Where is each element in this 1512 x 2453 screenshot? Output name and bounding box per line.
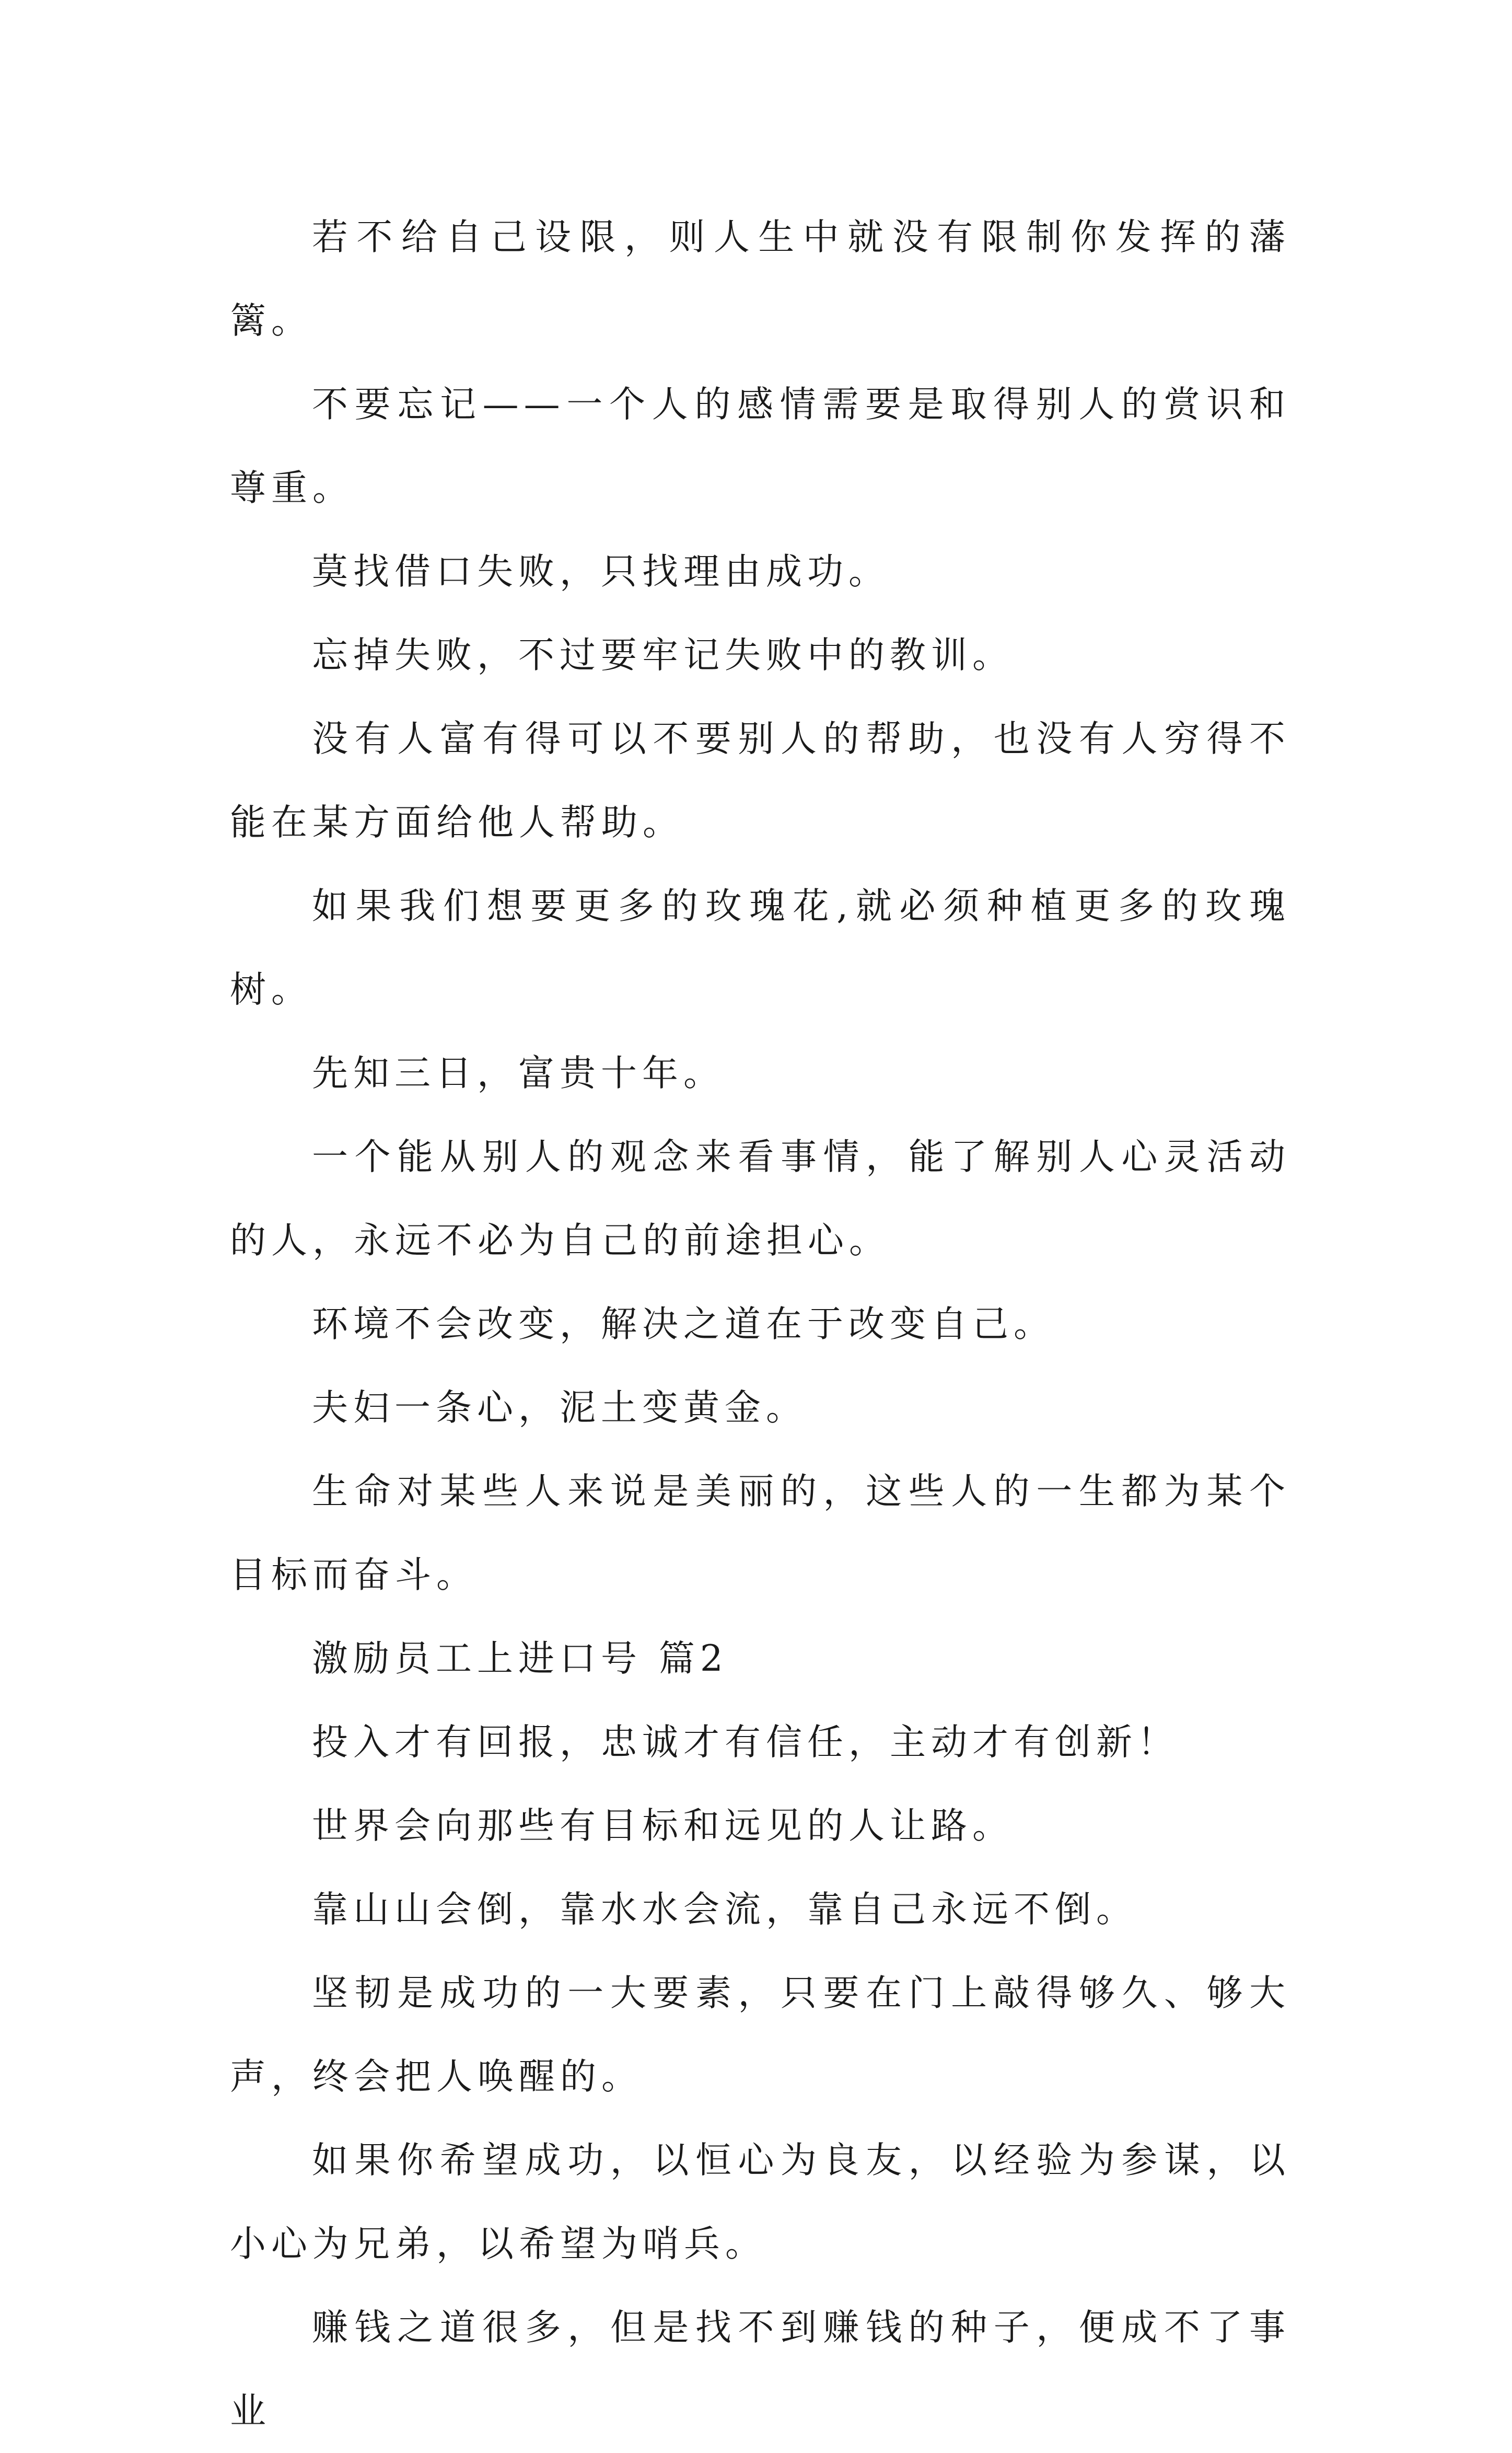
paragraph: 不要忘记——一个人的感情需要是取得别人的赏识和尊重。 <box>230 384 1290 509</box>
paragraph: 生命对某些人来说是美丽的，这些人的一生都为某个目标而奋斗。 <box>230 1471 1290 1596</box>
paragraph: 世界会向那些有目标和远见的人让路。 <box>312 1805 1014 1847</box>
paragraph: 坚韧是成功的一大要素，只要在门上敲得够久、够大声，终会把人唤醒的。 <box>230 1972 1290 2098</box>
paragraph: 若不给自己设限，则人生中就没有限制你发挥的藩篱。 <box>230 216 1290 342</box>
paragraph: 莫找借口失败，只找理由成功。 <box>312 551 890 593</box>
paragraph: 如果我们想要更多的玫瑰花,就必须种植更多的玫瑰树。 <box>230 885 1290 1011</box>
paragraph: 赚钱之道很多，但是找不到赚钱的种子，便成不了事业 <box>230 2307 1290 2432</box>
document-body <box>230 195 1290 2453</box>
paragraph: 先知三日，富贵十年。 <box>312 1052 725 1094</box>
paragraph: 投入才有回报，忠诚才有信任，主动才有创新！ <box>312 1721 1179 1763</box>
paragraph: 靠山山会倒，靠水水会流，靠自己永远不倒。 <box>312 1889 1137 1930</box>
paragraph: 如果你希望成功，以恒心为良友，以经验为参谋，以小心为兄弟，以希望为哨兵。 <box>230 2139 1290 2265</box>
paragraph: 忘掉失败，不过要牢记失败中的教训。 <box>312 634 1014 676</box>
paragraph: 夫妇一条心，泥土变黄金。 <box>312 1387 807 1429</box>
paragraph: 一个能从别人的观念来看事情，能了解别人心灵活动的人，永远不必为自己的前途担心。 <box>230 1136 1290 1262</box>
paragraph: 环境不会改变，解决之道在于改变自己。 <box>312 1303 1055 1345</box>
section-heading: 激励员工上进口号 篇2 <box>312 1638 728 1680</box>
paragraph: 没有人富有得可以不要别人的帮助，也没有人穷得不能在某方面给他人帮助。 <box>230 718 1290 843</box>
